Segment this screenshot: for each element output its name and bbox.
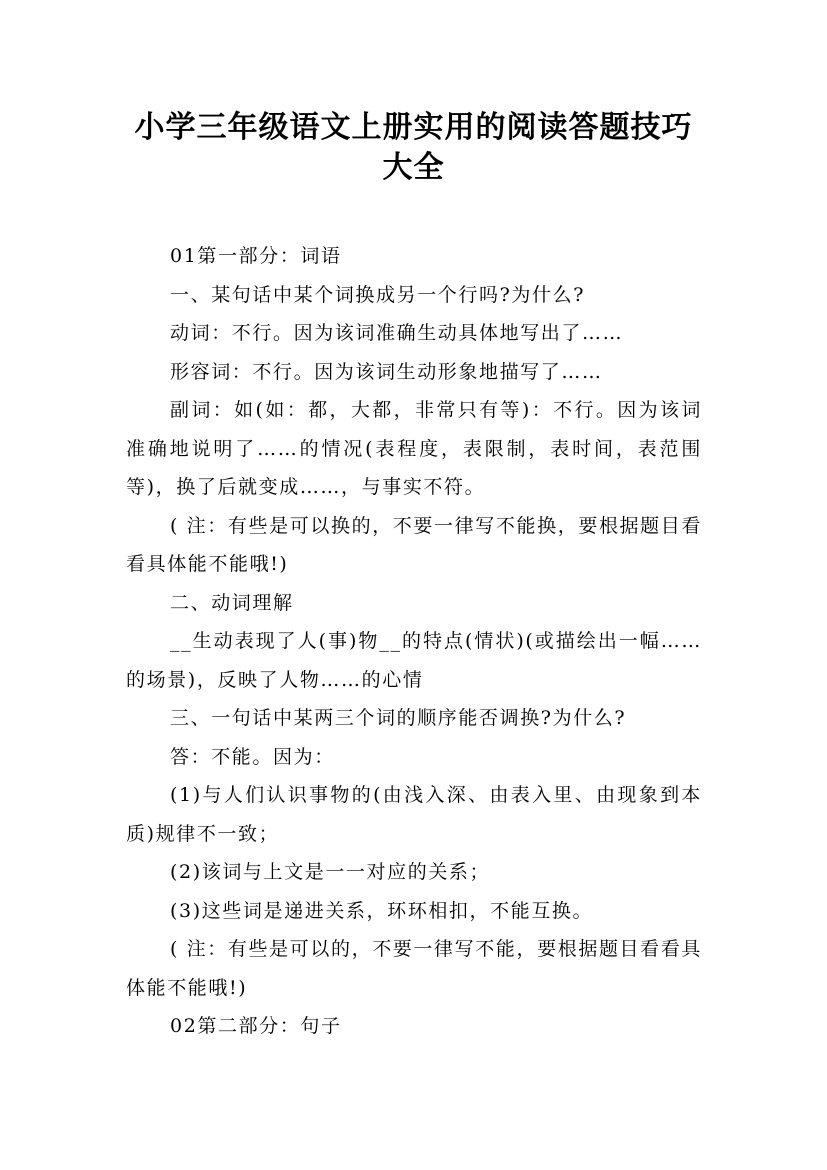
- reason-one: (1)与人们认识事物的(由浅入深、由表入里、由现象到本质)规律不一致；: [126, 784, 702, 845]
- question-two: 二、动词理解: [170, 591, 294, 614]
- section-heading-words: 01第一部分：词语: [170, 245, 342, 267]
- reason-two: (2)该词与上文是一一对应的关系；: [170, 861, 491, 883]
- document-title-line-1: 小学三年级语文上册实用的阅读答题技巧: [134, 110, 693, 145]
- section-heading-sentences: 02第二部分：句子: [170, 1015, 342, 1037]
- adjective-answer: 形容词：不行。因为该词生动形象地描写了……: [170, 360, 603, 383]
- note-one: ( 注：有些是可以换的，不要一律写不能换，要根据题目看看具体能不能哦!): [126, 514, 702, 575]
- question-three: 三、一句话中某两三个词的顺序能否调换?为什么?: [170, 707, 627, 729]
- adverb-answer: 副词：如(如：都，大都，非常只有等)：不行。因为该词准确地说明了……的情况(表程度，表限制，表时间，表范围等)，换了后就变成……，与事实不符。: [126, 399, 702, 498]
- answer-intro: 答：不能。因为：: [170, 745, 335, 768]
- note-two: ( 注：有些是可以的，不要一律写不能，要根据题目看看具体能不能哦!): [126, 938, 702, 999]
- document-body: [126, 237, 702, 1046]
- question-one: 一、某句话中某个词换成另一个行吗?为什么?: [170, 283, 585, 306]
- reason-three: (3)这些词是递进关系，环环相扣，不能互换。: [170, 899, 594, 922]
- verb-answer: 动词：不行。因为该词准确生动具体地写出了……: [170, 322, 624, 344]
- verb-understanding: __生动表现了人(事)物__的特点(情状)(或描绘出一幅……的场景)，反映了人物……的心情: [126, 630, 702, 691]
- document-title-line-2: 大全: [382, 150, 445, 185]
